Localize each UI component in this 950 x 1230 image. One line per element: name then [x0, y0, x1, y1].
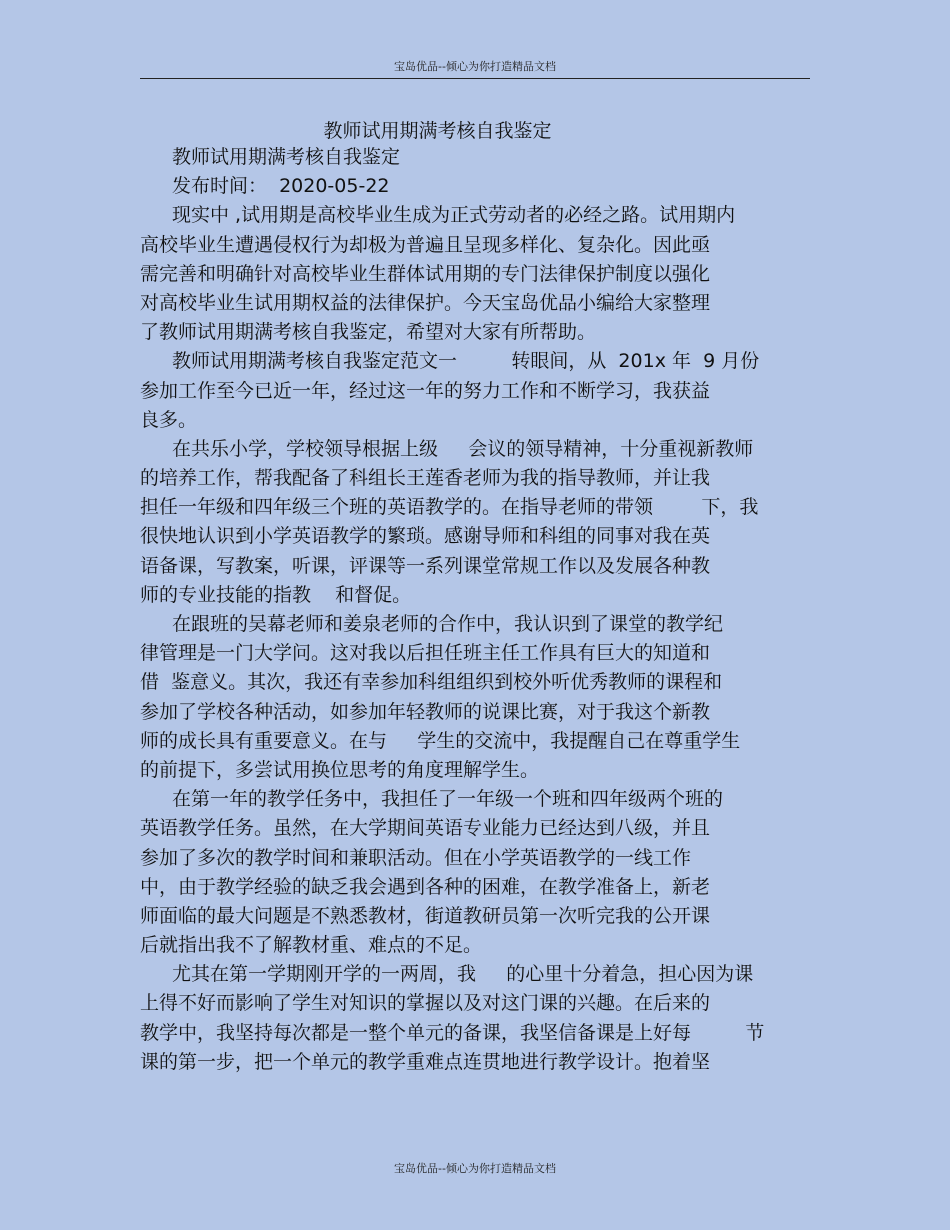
text-line: 参加工作至今已近一年，经过这一年的努力工作和不断学习，我获益	[140, 379, 711, 402]
text-line: 师的成长具有重要意义。在与 学生的交流中，我提醒自己在尊重学生	[140, 729, 741, 752]
text-line: 中，由于教学经验的缺乏我会遇到各种的困难，在教学准备上，新老	[140, 875, 711, 898]
text-line: 发布时间： 2020-05-22	[172, 175, 390, 198]
page-footer: 宝岛优品--倾心为你打造精品文档	[394, 1162, 556, 1175]
text-line: 良多。	[140, 408, 198, 431]
document-title: 教师试用期满考核自我鉴定	[323, 120, 552, 142]
text-line: 语备课，写教案，听课，评课等一系列课堂常规工作以及发展各种教	[140, 554, 711, 577]
text-line: 现实中 ,试用期是高校毕业生成为正式劳动者的必经之路。试用期内	[172, 204, 736, 227]
text-line: 的培养工作，帮我配备了科组长王莲香老师为我的指导教师，并让我	[140, 467, 711, 490]
header-divider	[140, 78, 810, 79]
text-line: 教学中，我坚持每次都是一整个单元的备课，我坚信备课是上好每 节	[140, 1021, 765, 1044]
text-line: 需完善和明确针对高校毕业生群体试用期的专门法律保护制度以强化	[140, 262, 711, 285]
text-line: 担任一年级和四年级三个班的英语教学的。在指导老师的带领 下，我	[140, 496, 759, 519]
text-line: 师的专业技能的指教 和督促。	[140, 583, 412, 606]
text-line: 对高校毕业生试用期权益的法律保护。今天宝岛优品小编给大家整理	[140, 291, 711, 314]
text-line: 律管理是一门大学问。这对我以后担任班主任工作具有巨大的知道和	[140, 642, 711, 665]
text-line: 在第一年的教学任务中，我担任了一年级一个班和四年级两个班的	[172, 788, 724, 811]
document-body	[140, 143, 810, 1077]
text-line: 参加了学校各种活动，如参加年轻教师的说课比赛，对于我这个新教	[140, 700, 711, 723]
text-line: 了教师试用期满考核自我鉴定，希望对大家有所帮助。	[140, 321, 597, 344]
text-line: 尤其在第一学期刚开学的一两周，我 的心里十分着急，担心因为课	[172, 963, 754, 986]
text-line: 很快地认识到小学英语教学的繁琐。感谢导师和科组的同事对我在英	[140, 525, 711, 548]
text-line: 参加了多次的教学时间和兼职活动。但在小学英语教学的一线工作	[140, 846, 692, 869]
text-line: 借 鉴意义。其次，我还有幸参加科组组织到校外听优秀教师的课程和	[140, 671, 723, 694]
text-line: 上得不好而影响了学生对知识的掌握以及对这门课的兴趣。在后来的	[140, 992, 711, 1015]
text-line: 教师试用期满考核自我鉴定	[172, 146, 401, 168]
text-line: 师面临的最大问题是不熟悉教材，街道教研员第一次听完我的公开课	[140, 904, 711, 927]
text-line: 后就指出我不了解教材重、难点的不足。	[140, 934, 483, 957]
text-line: 的前提下，多尝试用换位思考的角度理解学生。	[140, 758, 540, 781]
text-line: 教师试用期满考核自我鉴定范文一 转眼间，从 201x 年 9 月份	[172, 350, 760, 373]
text-line: 高校毕业生遭遇侵权行为却极为普遍且呈现多样化、复杂化。因此亟	[140, 233, 711, 256]
text-line: 课的第一步，把一个单元的教学重难点连贯地进行教学设计。抱着坚	[140, 1050, 711, 1073]
text-line: 在跟班的吴幕老师和姜泉老师的合作中，我认识到了课堂的教学纪	[172, 613, 724, 635]
page-header: 宝岛优品--倾心为你打造精品文档	[394, 60, 556, 73]
text-line: 在共乐小学，学校领导根据上级 会议的领导精神，十分重视新教师	[172, 437, 754, 460]
text-line: 英语教学任务。虽然，在大学期间英语专业能力已经达到八级，并且	[140, 817, 711, 840]
